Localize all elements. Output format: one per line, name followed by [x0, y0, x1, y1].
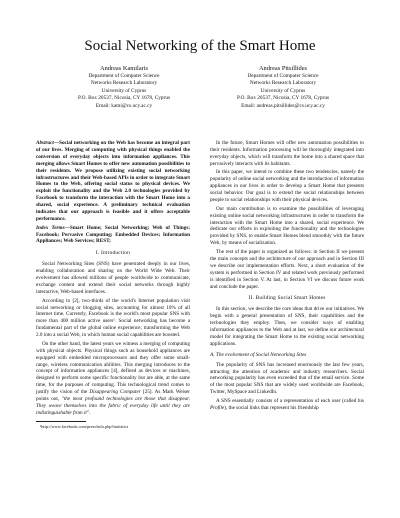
paragraph: According to [2], two-thirds of the world's Internet population visit social networking or blogging sites, accounting for almost 10% of all Internet time. Currently, Facebook is the world's most popular SNS with more than 400 million active users¹. Social networking has become a fundamental part of the global online experience; transforming the Web 2.0 into a social Web, in which human social capabilities are boosted.: [36, 297, 190, 339]
author-block-2: [208, 64, 358, 110]
paragraph: Social Networking Sites (SNS) have penetrated deeply in our lives, enabling collaboration and sharing on the World Wide Web. Their evolvement has allowed millions of people worldwide to communicate, exchange content and extend their social networks through highly interactive, Web-based interfaces.: [36, 261, 190, 295]
index-terms-lead: Index Terms: [36, 224, 65, 231]
author-lab: Networks Research Laboratory: [249, 80, 317, 87]
abstract: [36, 140, 190, 223]
emphasis-text: Profile: [210, 404, 225, 411]
footnote: ¹http://www.facebook.com/press/info.php?statistics: [40, 423, 129, 429]
author-university: University of Cyprus: [260, 87, 306, 94]
author-address: P.O. Box 20537, Nicosia, CY 1678, Cyprus: [236, 95, 330, 102]
paragraph: The popularity of SNS has increased enormously the last few years, attracting the attention of academic and industry researchers. Social networking popularity has even exceeded that of the email service. Some of the most popular SNS that are widely used worldwide are Facebook, Twitter, MySpace and LinkedIn.: [210, 361, 364, 396]
left-column: [36, 140, 190, 429]
abstract-text: —Social networking on the Web has become an integral part of our lives. Merging of computing with physical things enabled the conversion of everyday objects into information appliances. This merging allows Smart Homes to offer new automation possibilities to their residents. We propose utilizing existing social networking infrastructures and their Web-based APIs in order to integrate Smart Homes to the Web, offering social status to physical devices. We exploit the functionality and the Web 2.0 technologies provided by Facebook to transform the interaction with the Smart Home into a shared, social experience. A preliminary technical evaluation indicates that our approach is feasible and it offers acceptable performance.: [36, 140, 190, 222]
index-terms-text: —Smart Home; Social Networking; Web of Things; Facebook; Pervasive Computing; Embedded Devices; Information Appliances; Web Services; REST;: [36, 224, 190, 245]
paragraph: Our main contribution is to examine the possibilities of leveraging existing online social networking infrastructures in order to transform the interaction with the Smart Home into a shared, social experience. We dedicate our efforts in exploiting the functionality and the technologies provided by SNS, to enable Smart Homes blend smoothly with the future Web, by means of socialization.: [210, 205, 364, 247]
paragraph: [36, 341, 190, 417]
author-email: Email: andreas.pitsillides@cs.ucy.ac.cy: [241, 102, 325, 109]
subsection-heading: A. The evolvement of Social Networking Sites: [210, 351, 307, 358]
text-run: ".: [86, 409, 91, 416]
paragraph: In the future, Smart Homes will offer new automation possibilities to their residents. Information processing will be thoroughly integrated into everyday objects, which will transform the home into a shared space that pervasively interacts with its habitants.: [210, 140, 364, 167]
paragraph: In this section, we describe the core ideas that drive our initiatives. We begin with a general presentation of SNS, their capabilities and the technologies they employ. Then, we consider ways of enabling information appliances to the Web and at last, we define our architectural model for integrating the Smart Home to the existing social networking applications.: [210, 306, 364, 347]
paragraph: [210, 398, 364, 412]
section-heading: I. Introduction: [95, 250, 131, 257]
author-university: University of Cyprus: [101, 87, 147, 94]
right-column: [210, 140, 364, 414]
author-lab: Networks Research Laboratory: [90, 80, 158, 87]
text-run: On the other hand, the latest years we witness a merging of computing with physical objects. Physical things such as household appliances are equipped with embedded microprocessors and they offer some small-range, wireless communication abilities. This merging introduces to the concept of information appliances [4], defined as devices or machines, designed to perform some specific functionality but are able, at the same time, for the purposes of computing. This technological trend comes to justify the vision of the: [36, 340, 190, 396]
section-heading: II. Building Social Smart Homes: [248, 295, 326, 302]
emphasis-text: Disappearing Computer: [89, 389, 141, 396]
text-run: A SNS essentially consists of a representation of each user (called his: [216, 398, 364, 404]
author-department: Department of Computer Science: [247, 73, 319, 79]
paragraph: The rest of the paper is organized as follows: in Section II we present the main concepts and the architecture of our approach and in Section III we describe our implementation efforts. Next, a short evaluation of the system is performed in Section IV and related work previously performed is identified in Section V. At last, in Section VI we discuss future work and conclude the paper.: [210, 248, 364, 290]
paragraph: In this paper, we intend to combine these two tendencies, namely the popularity of online social networking and the introduction of information appliances in our lives in order to develop a Smart Home that presents social behavior. Our goal is to extend the social relationships between people to social relationships with their physical devices.: [210, 169, 365, 204]
author-address: P.O. Box 20537, Nicosia, CY 1678, Cyprus: [77, 95, 171, 102]
author-name: Andreas Pitsillides: [258, 65, 308, 72]
paper-title: Social Networking of the Smart Home: [84, 38, 316, 54]
author-name: Andreas Kamilaris: [99, 65, 149, 72]
text-run: ), the social links that represent his friendship: [224, 404, 319, 411]
footnote-divider: [36, 421, 86, 422]
abstract-lead: Abstract: [36, 140, 54, 146]
author-department: Department of Computer Science: [88, 73, 160, 79]
index-terms: [36, 225, 190, 246]
text-run: [25]. As Mark Weiser points out, ": [36, 389, 190, 403]
author-block-1: [49, 64, 199, 110]
author-email: Email: kami@cs.ucy.ac.cy: [95, 102, 153, 109]
quote-text: the most profound technologies are those that disappear. They weave themselves into the fabric of everyday life until they are indistinguishable from it: [36, 396, 190, 416]
